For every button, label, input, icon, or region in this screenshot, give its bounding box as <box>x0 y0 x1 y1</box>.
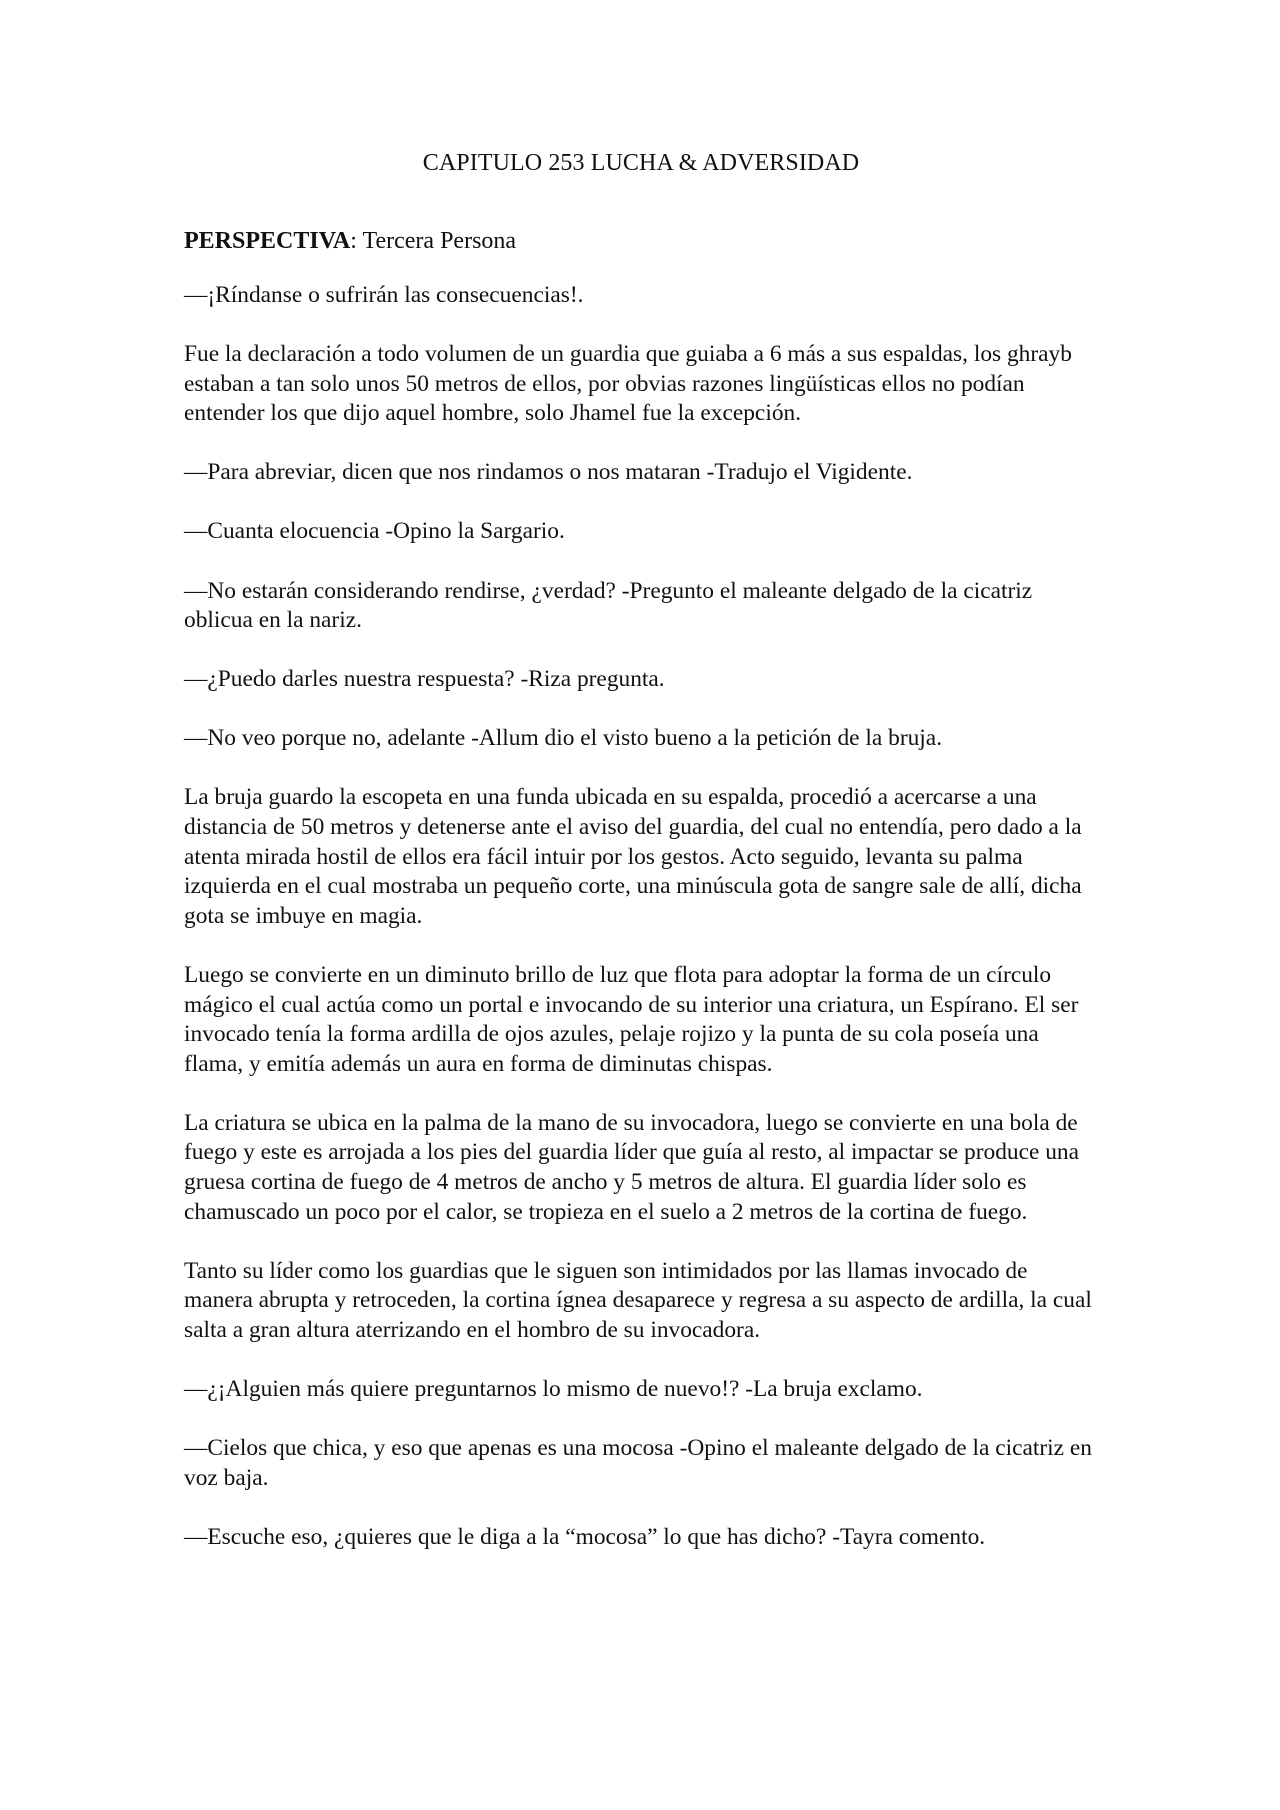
perspective-line <box>184 226 1098 256</box>
paragraph: —Cuanta elocuencia -Opino la Sargario. <box>184 518 565 545</box>
paragraph: Tanto su líder como los guardias que le siguen son intimidados por las llamas invocado de manera abrupta y retroceden, la cortina ígnea desaparece y regresa a su aspecto de ardilla, la cual salta a gran altura aterrizando en el hombro de su invocadora. <box>184 1257 1092 1343</box>
paragraph: —Para abreviar, dicen que nos rindamos o nos mataran -Tradujo el Vigidente. <box>184 459 913 486</box>
paragraph: Luego se convierte en un diminuto brillo de luz que flota para adoptar la forma de un círculo mágico el cual actúa como un portal e invocando de su interior una criatura, un Espírano. El ser invocado tenía la forma ardilla de ojos azules, pelaje rojizo y la punta de su cola poseía una flama, y emitía además un aura en forma de diminutas chispas. <box>184 961 1079 1077</box>
paragraph: Fue la declaración a todo volumen de un guardia que guiaba a 6 más a sus espaldas, los ghrayb estaban a tan solo unos 50 metros de ellos, por obvias razones lingüísticas ellos no podían entender los que dijo aquel hombre, solo Jhamel fue la excepción. <box>184 341 1072 427</box>
paragraph: —Escuche eso, ¿quieres que le diga a la “mocosa” lo que has dicho? -Tayra comento. <box>184 1523 986 1550</box>
paragraph: —No estarán considerando rendirse, ¿verdad? -Pregunto el maleante delgado de la cicatriz oblicua en la nariz. <box>184 577 1033 634</box>
paragraph: La bruja guardo la escopeta en una funda ubicada en su espalda, procedió a acercarse a una distancia de 50 metros y detenerse ante el aviso del guardia, del cual no entendía, pero dado a la atenta mirada hostil de ellos era fácil intuir por los gestos. Acto seguido, levanta su palma izquierda en el cual mostraba un pequeño corte, una minúscula gota de sangre sale de allí, dicha gota se imbuye en magia. <box>184 784 1082 929</box>
paragraph: La criatura se ubica en la palma de la mano de su invocadora, luego se convierte en una bola de fuego y este es arrojada a los pies del guardia líder que guía al resto, al impactar se produce una gruesa cortina de fuego de 4 metros de ancho y 5 metros de altura. El guardia líder solo es chamuscado un poco por el calor, se tropieza en el suelo a 2 metros de la cortina de fuego. <box>184 1109 1079 1225</box>
paragraph: —No veo porque no, adelante -Allum dio el visto bueno a la petición de la bruja. <box>184 725 943 752</box>
paragraph: —¡Ríndanse o sufrirán las consecuencias!. <box>184 282 584 308</box>
perspective-label: PERSPECTIVA <box>184 228 351 254</box>
paragraph: —Cielos que chica, y eso que apenas es una mocosa -Opino el maleante delgado de la cicatriz en voz baja. <box>184 1435 1092 1491</box>
chapter-title: CAPITULO 253 LUCHA & ADVERSIDAD <box>422 150 860 176</box>
perspective-value: : Tercera Persona <box>350 228 517 254</box>
document-body <box>184 148 1098 1582</box>
paragraph: —¿¡Alguien más quiere preguntarnos lo mismo de nuevo!? -La bruja exclamo. <box>184 1375 923 1402</box>
paragraph: —¿Puedo darles nuestra respuesta? -Riza pregunta. <box>184 666 665 693</box>
